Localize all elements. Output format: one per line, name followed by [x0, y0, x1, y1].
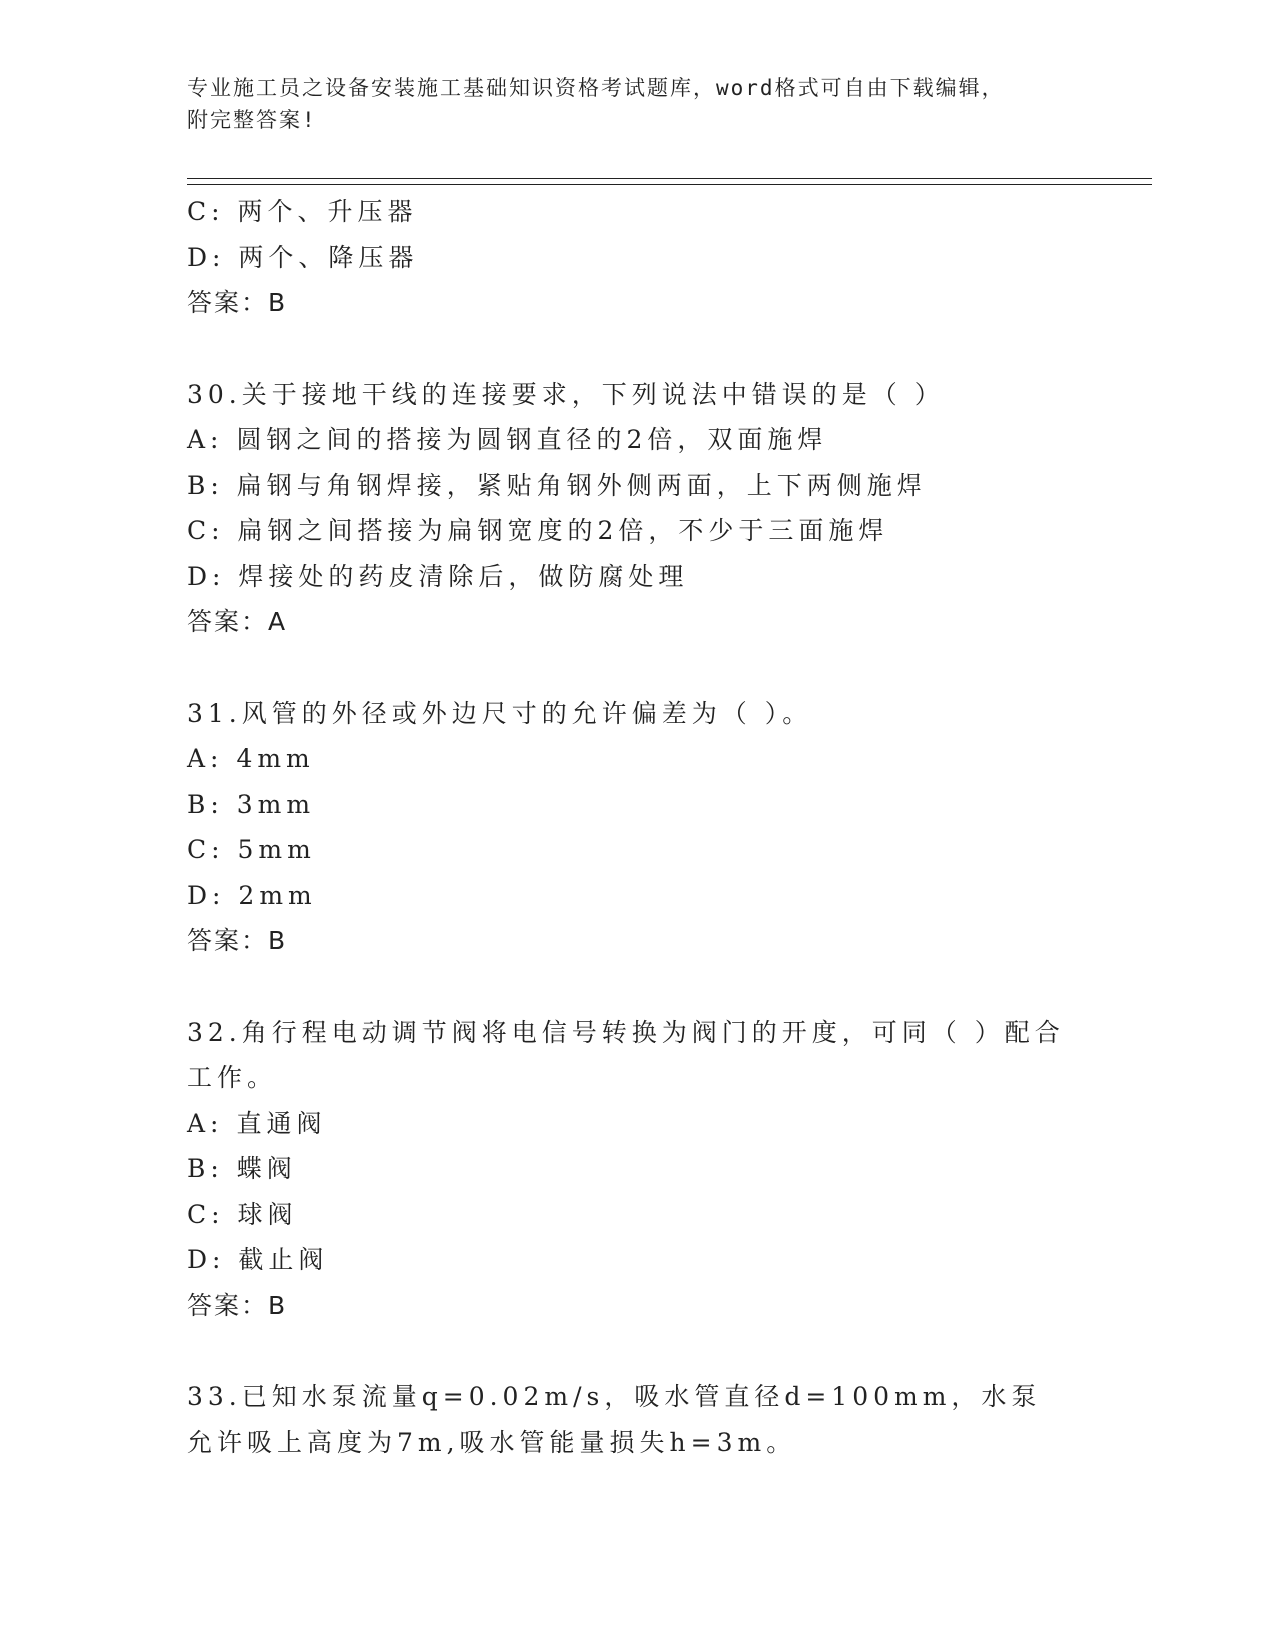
header-line-1: 专业施工员之设备安装施工基础知识资格考试题库，word格式可自由下载编辑，	[187, 76, 1005, 100]
question-stem: 32.角行程电动调节阀将电信号转换为阀门的开度，可同（ ）配合工作。	[187, 1017, 1065, 1092]
option-text: 2mm	[238, 880, 317, 910]
question-30	[187, 372, 1107, 645]
question-32	[187, 1010, 1107, 1329]
option-key: A:	[187, 1108, 224, 1138]
option-text: 扁钢与角钢焊接，紧贴角钢外侧两面，上下两侧施焊	[236, 470, 927, 500]
option-c	[187, 189, 1107, 235]
header-divider-bottom	[187, 184, 1152, 185]
option-d	[187, 235, 1107, 281]
answer-line: 答案：B	[187, 288, 288, 317]
option-key: B:	[187, 789, 224, 819]
option-text: 5mm	[237, 835, 316, 864]
option-b	[187, 782, 1107, 828]
option-key: D:	[187, 561, 226, 591]
option-text: 直通阀	[236, 1108, 327, 1138]
option-key: C:	[187, 1199, 225, 1229]
previous-question-tail	[187, 189, 1107, 326]
option-text: 两个、升压器	[237, 197, 418, 226]
option-c	[187, 1192, 1107, 1238]
option-b	[187, 463, 1107, 509]
answer-line: 答案：B	[187, 926, 288, 955]
option-key: C:	[187, 197, 225, 226]
option-d	[187, 554, 1107, 600]
question-31	[187, 691, 1107, 964]
option-b	[187, 1146, 1107, 1192]
option-text: 扁钢之间搭接为扁钢宽度的2倍，不少于三面施焊	[237, 516, 889, 545]
document-header	[187, 72, 1087, 136]
option-text: 截止阀	[238, 1245, 329, 1274]
question-stem: 30.关于接地干线的连接要求，下列说法中错误的是（ ）	[187, 379, 945, 409]
question-stem: 33.已知水泵流量q=0.02m/s，吸水管直径d=100mm，水泵允许吸上高度为7m,吸水管能量损失h=3m。	[187, 1382, 1042, 1457]
answer-line: 答案：A	[187, 607, 288, 636]
option-text: 4mm	[236, 744, 315, 773]
option-c	[187, 508, 1107, 554]
option-key: C:	[187, 835, 225, 864]
option-text: 球阀	[237, 1199, 298, 1229]
option-key: D:	[187, 880, 226, 910]
question-33	[187, 1374, 1107, 1465]
option-key: C:	[187, 516, 225, 545]
header-line-2: 附完整答案!	[187, 108, 317, 132]
option-text: 3mm	[236, 789, 316, 819]
option-text: 蝶阀	[236, 1154, 297, 1183]
answer-line: 答案：B	[187, 1290, 288, 1320]
option-c	[187, 827, 1107, 873]
option-a	[187, 1101, 1107, 1147]
option-text: 圆钢之间的搭接为圆钢直径的2倍，双面施焊	[236, 425, 828, 454]
option-d	[187, 873, 1107, 919]
option-key: A:	[187, 744, 224, 773]
header-divider-top	[187, 178, 1152, 179]
option-key: A:	[187, 425, 224, 454]
option-key: D:	[187, 242, 226, 272]
option-text: 焊接处的药皮清除后，做防腐处理	[238, 561, 689, 591]
option-text: 两个、降压器	[238, 242, 419, 272]
option-d	[187, 1237, 1107, 1283]
question-content	[187, 189, 1107, 1465]
option-a	[187, 417, 1107, 463]
option-key: B:	[187, 1154, 224, 1183]
question-stem: 31.风管的外径或外边尺寸的允许偏差为（ ）。	[187, 698, 813, 728]
option-key: B:	[187, 470, 224, 500]
option-key: D:	[187, 1245, 226, 1274]
option-a	[187, 736, 1107, 782]
